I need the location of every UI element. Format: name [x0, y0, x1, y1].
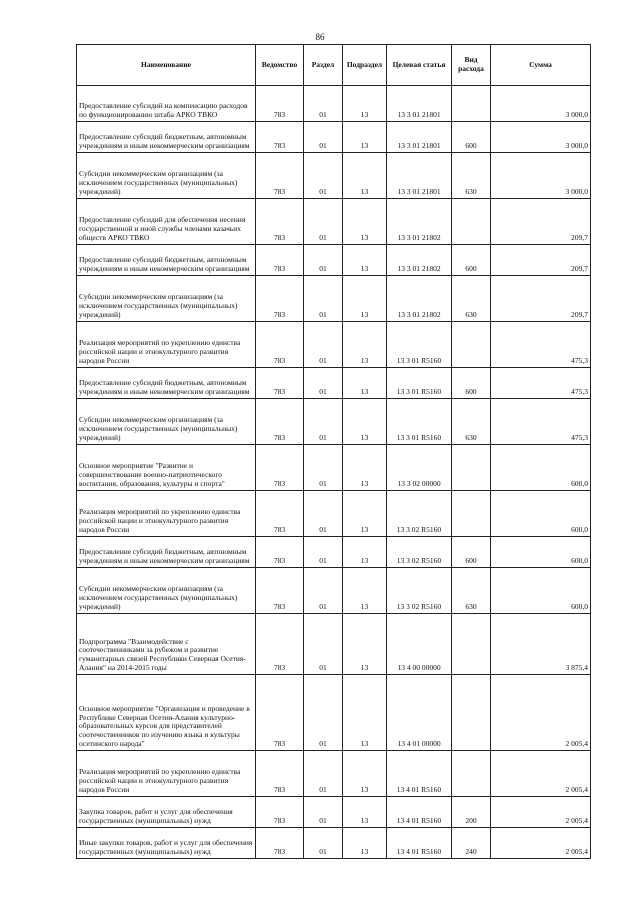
cell-expense-type: 600: [452, 537, 491, 568]
table-row: [77, 675, 591, 751]
cell-target: 13 3 01 21802: [387, 199, 452, 245]
header-target: Целевая статья: [387, 45, 452, 86]
cell-target: 13 3 01 21801: [387, 86, 452, 122]
cell-dept: 783: [256, 122, 304, 153]
cell-dept: 783: [256, 86, 304, 122]
cell-dept: 783: [256, 368, 304, 399]
cell-name: Реализация мероприятий по укреплению единства российской нации и этнокультурного развития народов России: [77, 491, 256, 537]
cell-subsection: 13: [343, 245, 387, 276]
cell-sum: 3 875,4: [491, 614, 591, 675]
cell-section: 01: [304, 276, 343, 322]
table-row: [77, 86, 591, 122]
cell-dept: 783: [256, 614, 304, 675]
cell-target: 13 4 00 00000: [387, 614, 452, 675]
cell-sum: 3 000,0: [491, 86, 591, 122]
cell-subsection: 13: [343, 399, 387, 445]
cell-section: 01: [304, 199, 343, 245]
cell-target: 13 3 02 R5160: [387, 491, 452, 537]
cell-target: 13 3 02 R5160: [387, 568, 452, 614]
cell-name: Основное мероприятие "Развитие и совершенствование военно-патриотического воспитания, образования, культуры и спорта": [77, 445, 256, 491]
cell-expense-type: [452, 751, 491, 797]
cell-name: Предоставление субсидий бюджетным, автономным учреждениям и иным некоммерческим организациям: [77, 368, 256, 399]
cell-sum: 475,3: [491, 368, 591, 399]
header-section: Раздел: [304, 45, 343, 86]
cell-section: 01: [304, 491, 343, 537]
cell-expense-type: 240: [452, 828, 491, 859]
cell-sum: 600,0: [491, 491, 591, 537]
table-row: [77, 797, 591, 828]
cell-name: Реализация мероприятий по укреплению единства российской нации и этнокультурного развития народов России: [77, 322, 256, 368]
cell-subsection: 13: [343, 445, 387, 491]
cell-subsection: 13: [343, 614, 387, 675]
cell-expense-type: 600: [452, 245, 491, 276]
cell-subsection: 13: [343, 751, 387, 797]
cell-target: 13 3 01 21801: [387, 122, 452, 153]
header-expense-type: Вид расхода: [452, 45, 491, 86]
cell-sum: 209,7: [491, 199, 591, 245]
cell-dept: 783: [256, 445, 304, 491]
cell-expense-type: [452, 614, 491, 675]
cell-sum: 600,0: [491, 537, 591, 568]
cell-section: 01: [304, 568, 343, 614]
cell-target: 13 4 01 00000: [387, 675, 452, 751]
cell-target: 13 3 01 R5160: [387, 399, 452, 445]
cell-expense-type: [452, 491, 491, 537]
cell-name: Предоставление субсидий бюджетным, автономным учреждениям и иным некоммерческим организациям: [77, 245, 256, 276]
cell-name: Подпрограмма "Взаимодействие с соотечественниками за рубежом и развитие гуманитарных связей Республики Северная Осетия-Алания" на 2014-2015 годы: [77, 614, 256, 675]
cell-target: 13 3 02 R5160: [387, 537, 452, 568]
cell-dept: 783: [256, 153, 304, 199]
cell-target: 13 3 01 21802: [387, 276, 452, 322]
header-sum: Сумма: [491, 45, 591, 86]
cell-dept: 783: [256, 276, 304, 322]
cell-dept: 783: [256, 322, 304, 368]
cell-dept: 783: [256, 199, 304, 245]
cell-name: Иные закупки товаров, работ и услуг для обеспечения государственных (муниципальных) нужд: [77, 828, 256, 859]
cell-name: Закупка товаров, работ и услуг для обеспечения государственных (муниципальных) нужд: [77, 797, 256, 828]
cell-expense-type: [452, 445, 491, 491]
cell-dept: 783: [256, 399, 304, 445]
cell-name: Реализация мероприятий по укреплению единства российской нации и этнокультурного развития народов России: [77, 751, 256, 797]
cell-section: 01: [304, 445, 343, 491]
header-dept: Ведомство: [256, 45, 304, 86]
table-row: [77, 751, 591, 797]
table-row: [77, 491, 591, 537]
table-row: [77, 537, 591, 568]
table-header-row: [77, 45, 591, 86]
cell-dept: 783: [256, 245, 304, 276]
cell-subsection: 13: [343, 122, 387, 153]
header-name: Наименование: [77, 45, 256, 86]
cell-target: 13 4 01 R5160: [387, 828, 452, 859]
cell-section: 01: [304, 751, 343, 797]
budget-table: [76, 44, 591, 859]
cell-sum: 3 000,0: [491, 153, 591, 199]
cell-subsection: 13: [343, 153, 387, 199]
cell-sum: 3 000,0: [491, 122, 591, 153]
cell-expense-type: 600: [452, 368, 491, 399]
cell-target: 13 4 01 R5160: [387, 751, 452, 797]
table-row: [77, 322, 591, 368]
cell-section: 01: [304, 537, 343, 568]
cell-subsection: 13: [343, 828, 387, 859]
cell-sum: 2 005,4: [491, 797, 591, 828]
cell-dept: 783: [256, 828, 304, 859]
cell-section: 01: [304, 828, 343, 859]
table-row: [77, 614, 591, 675]
cell-name: Предоставление субсидий на компенсацию расходов по функционированию штаба АРКО ТВКО: [77, 86, 256, 122]
cell-sum: 2 005,4: [491, 828, 591, 859]
cell-subsection: 13: [343, 368, 387, 399]
cell-section: 01: [304, 122, 343, 153]
cell-sum: 475,3: [491, 322, 591, 368]
cell-section: 01: [304, 86, 343, 122]
cell-expense-type: 630: [452, 568, 491, 614]
cell-sum: 209,7: [491, 276, 591, 322]
table-row: [77, 153, 591, 199]
cell-name: Субсидии некоммерческим организациям (за исключением государственных (муниципальных) учреждений): [77, 568, 256, 614]
cell-expense-type: 600: [452, 122, 491, 153]
cell-dept: 783: [256, 537, 304, 568]
cell-target: 13 3 01 21802: [387, 245, 452, 276]
page-number: 86: [315, 32, 325, 42]
cell-expense-type: [452, 199, 491, 245]
cell-name: Предоставление субсидий бюджетным, автономным учреждениям и иным некоммерческим организациям: [77, 537, 256, 568]
cell-sum: 600,0: [491, 445, 591, 491]
table-row: [77, 199, 591, 245]
table-body: [77, 86, 591, 859]
cell-sum: 209,7: [491, 245, 591, 276]
cell-subsection: 13: [343, 568, 387, 614]
cell-sum: 2 005,4: [491, 751, 591, 797]
cell-target: 13 3 02 00000: [387, 445, 452, 491]
cell-sum: 475,3: [491, 399, 591, 445]
table-row: [77, 399, 591, 445]
cell-target: 13 3 01 21801: [387, 153, 452, 199]
cell-expense-type: [452, 322, 491, 368]
cell-section: 01: [304, 368, 343, 399]
cell-name: Субсидии некоммерческим организациям (за исключением государственных (муниципальных) учреждений): [77, 276, 256, 322]
cell-subsection: 13: [343, 276, 387, 322]
cell-expense-type: [452, 86, 491, 122]
cell-target: 13 3 01 R5160: [387, 322, 452, 368]
cell-section: 01: [304, 245, 343, 276]
cell-subsection: 13: [343, 491, 387, 537]
table-row: [77, 568, 591, 614]
cell-section: 01: [304, 675, 343, 751]
cell-subsection: 13: [343, 537, 387, 568]
table-row: [77, 828, 591, 859]
cell-dept: 783: [256, 675, 304, 751]
cell-section: 01: [304, 322, 343, 368]
cell-dept: 783: [256, 568, 304, 614]
cell-target: 13 3 01 R5160: [387, 368, 452, 399]
cell-expense-type: 630: [452, 153, 491, 199]
cell-expense-type: 200: [452, 797, 491, 828]
header-subsection: Подраздел: [343, 45, 387, 86]
cell-dept: 783: [256, 751, 304, 797]
cell-section: 01: [304, 153, 343, 199]
cell-section: 01: [304, 797, 343, 828]
cell-subsection: 13: [343, 675, 387, 751]
cell-name: Предоставление субсидий бюджетным, автономным учреждениям и иным некоммерческим организациям: [77, 122, 256, 153]
table-row: [77, 245, 591, 276]
cell-subsection: 13: [343, 199, 387, 245]
cell-name: Предоставление субсидий для обеспечения несения государственной и иной службы членами казачьих обществ АРКО ТВКО: [77, 199, 256, 245]
cell-subsection: 13: [343, 797, 387, 828]
cell-expense-type: [452, 675, 491, 751]
cell-section: 01: [304, 399, 343, 445]
cell-target: 13 4 01 R5160: [387, 797, 452, 828]
cell-sum: 2 005,4: [491, 675, 591, 751]
cell-section: 01: [304, 614, 343, 675]
cell-subsection: 13: [343, 322, 387, 368]
table-row: [77, 276, 591, 322]
table-row: [77, 445, 591, 491]
cell-sum: 600,0: [491, 568, 591, 614]
cell-expense-type: 630: [452, 276, 491, 322]
cell-subsection: 13: [343, 86, 387, 122]
cell-name: Субсидии некоммерческим организациям (за исключением государственных (муниципальных) учреждений): [77, 153, 256, 199]
cell-name: Субсидии некоммерческим организациям (за исключением государственных (муниципальных) учреждений): [77, 399, 256, 445]
cell-name: Основное мероприятие "Организация и проведение в Республике Северная Осетия-Алания культурно-образовательных курсов для представителей соотечественников по изучению языка и культуры осетинского народа": [77, 675, 256, 751]
cell-dept: 783: [256, 491, 304, 537]
table-row: [77, 368, 591, 399]
cell-expense-type: 630: [452, 399, 491, 445]
cell-dept: 783: [256, 797, 304, 828]
table-row: [77, 122, 591, 153]
